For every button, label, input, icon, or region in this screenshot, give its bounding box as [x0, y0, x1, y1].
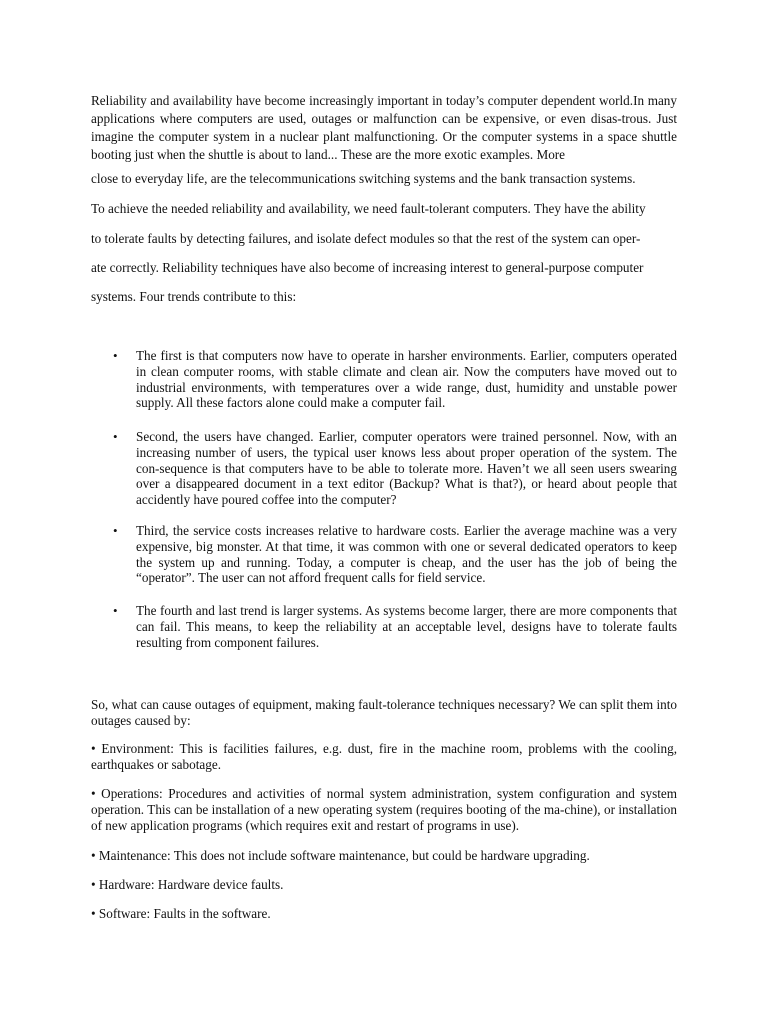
outage-item-operations: • Operations: Procedures and activities of normal system administration, system configuration and system operation. This can be installation of a new operating system (requires booting of the ma-chine), or installation of new application programs (which requires exit and restart of programs in use).: [91, 786, 677, 833]
intro-paragraph: Reliability and availability have become increasingly important in today’s computer dependent world.In many applications where computers are used, outages or malfunction can be expensive, or even disas-trous. Just imagine the computer system in a nuclear plant malfunctioning. Or the computer systems in a space shuttle booting just when the shuttle is about to land... These are the more exotic examples. More: [91, 93, 677, 162]
intro-line-4: to tolerate faults by detecting failures, and isolate defect modules so that the rest of the system can oper-: [91, 231, 641, 246]
trend-text: Second, the users have changed. Earlier, computer operators were trained personnel. Now, with an increasing number of users, the typical user knows less about proper operation of the system. The con-sequence is that computers have to be able to tolerate more. Haven’t we all seen users swearing over a disappeared document in a text editor (Backup? What is that?), or heard about people that accidently have poured coffee into the computer?: [136, 429, 677, 508]
bullet-icon: •: [113, 348, 118, 363]
trend-text: The fourth and last trend is larger systems. As systems become larger, there are more components that can fail. This means, to keep the reliability at an acceptable level, designs have to tolerate faults resulting from component failures.: [136, 603, 677, 650]
intro-line-6: systems. Four trends contribute to this:: [91, 289, 297, 304]
intro-line-5: ate correctly. Reliability techniques have also become of increasing interest to general-purpose computer: [91, 260, 644, 275]
intro-line-2: close to everyday life, are the telecommunications switching systems and the bank transaction systems.: [91, 171, 636, 186]
trend-item: [113, 523, 677, 586]
outage-item-maintenance: • Maintenance: This does not include software maintenance, but could be hardware upgrading.: [91, 848, 590, 863]
outage-item-hardware: • Hardware: Hardware device faults.: [91, 877, 284, 892]
trend-item: [113, 429, 677, 508]
trend-item: [113, 348, 677, 411]
outage-item-software: • Software: Faults in the software.: [91, 906, 271, 921]
bullet-icon: •: [113, 523, 118, 538]
bullet-icon: •: [113, 603, 118, 618]
outage-item-environment: • Environment: This is facilities failures, e.g. dust, fire in the machine room, problems with the cooling, earthquakes or sabotage.: [91, 741, 677, 772]
bullet-icon: •: [113, 429, 118, 444]
outages-intro: So, what can cause outages of equipment, making fault-tolerance techniques necessary? We can split them into outages caused by:: [91, 697, 677, 728]
trend-item: [113, 603, 677, 650]
trend-text: The first is that computers now have to operate in harsher environments. Earlier, computers operated in clean computer rooms, with stable climate and clean air. Now the computers have moved out to industrial environments, with temperatures over a wide range, dust, humidity and unstable power supply. All these factors alone could make a computer fail.: [136, 348, 677, 411]
trend-text: Third, the service costs increases relative to hardware costs. Earlier the average machine was a very expensive, big monster. At that time, it was common with one or several dedicated operators to keep the system up and running. Today, a computer is cheap, and the user has the job of being the “operator”. The user can not afford frequent calls for field service.: [136, 523, 677, 586]
intro-line-3: To achieve the needed reliability and availability, we need fault-tolerant computers. They have the ability: [91, 201, 646, 216]
